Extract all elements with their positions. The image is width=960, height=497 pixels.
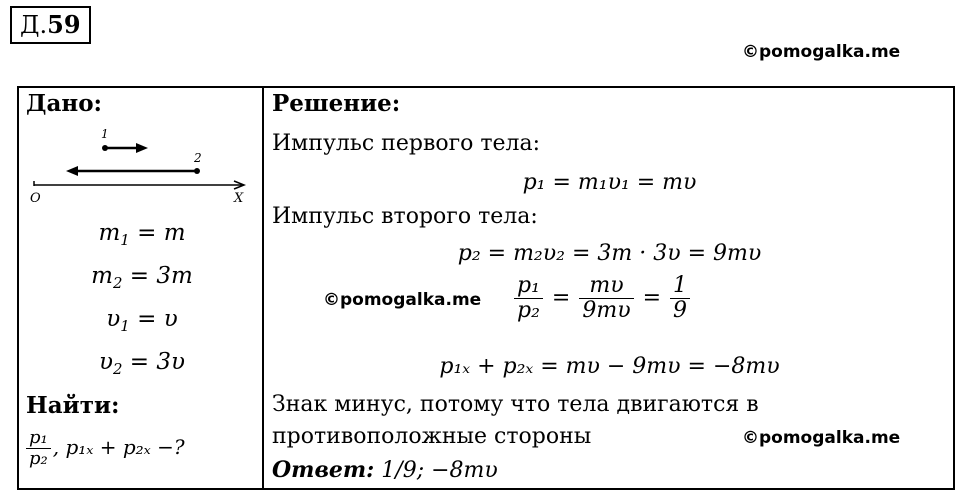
point-1-label: 1 [101, 127, 109, 141]
origin-label: O [30, 191, 41, 206]
ratio-fraction-1: $\frac{\text{p₁}}{\text{p₂}}$ [514, 274, 543, 323]
given-title: Дано: [26, 90, 103, 117]
problem-number-box [10, 6, 91, 44]
point-2-label: 2 [194, 151, 202, 165]
given-m1: $m_1 = m$ [98, 220, 186, 250]
ratio-fraction-2: $\frac{m\upsilon}{9m\upsilon}$ [579, 274, 633, 323]
solution-title: Решение: [272, 90, 401, 117]
problem-number: 59 [47, 10, 81, 39]
given-m2: $m_2 = 3m$ [91, 263, 193, 293]
given-v1: $\upsilon_1 = \upsilon$ [106, 306, 178, 336]
arrowhead-2 [66, 166, 78, 176]
arrowhead-1 [136, 143, 148, 153]
equation-sum: p₁ₓ + p₂ₓ = mυ − 9mυ = −8mυ [439, 354, 780, 379]
find-expression: $\frac{\text{p₁}}{\text{p₂}}$ , p₁ₓ + p₂ₓ −? [24, 428, 185, 469]
motion-diagram [24, 124, 254, 208]
answer-line [272, 457, 498, 483]
solution-line-3: Знак минус, потому что тела двигаются в [272, 392, 759, 417]
solution-line-4: противоположные стороны [272, 424, 592, 449]
problem-label: Д. [20, 11, 48, 39]
ratio-fraction-3: $\frac{1}{9}$ [670, 274, 690, 323]
watermark-top: ©pomogalka.me [742, 42, 901, 62]
answer-label: Ответ: [272, 457, 375, 483]
watermark-middle: ©pomogalka.me [323, 290, 482, 310]
find-title: Найти: [26, 392, 120, 419]
column-divider [262, 86, 264, 490]
given-v2: $\upsilon_2 = 3\upsilon$ [98, 349, 185, 379]
find-fraction: $\frac{\text{p₁}}{\text{p₂}}$ [26, 428, 51, 469]
solution-line-2: Импульс второго тела: [272, 204, 538, 229]
answer-value: 1/9; −8mυ [381, 458, 498, 483]
solution-line-1: Импульс первого тела: [272, 131, 541, 156]
equation-p2: p₂ = m₂υ₂ = 3m · 3υ = 9mυ [457, 241, 762, 266]
watermark-bottom: ©pomogalka.me [742, 428, 901, 448]
equation-ratio: $\frac{\text{p₁}}{\text{p₂}}$ = $\frac{m\upsilon}{9m\upsilon}$ = $\frac{1}{9}$ [512, 274, 692, 323]
equation-p1: p₁ = m₁υ₁ = mυ [522, 170, 697, 195]
axis-label: X [234, 191, 244, 206]
